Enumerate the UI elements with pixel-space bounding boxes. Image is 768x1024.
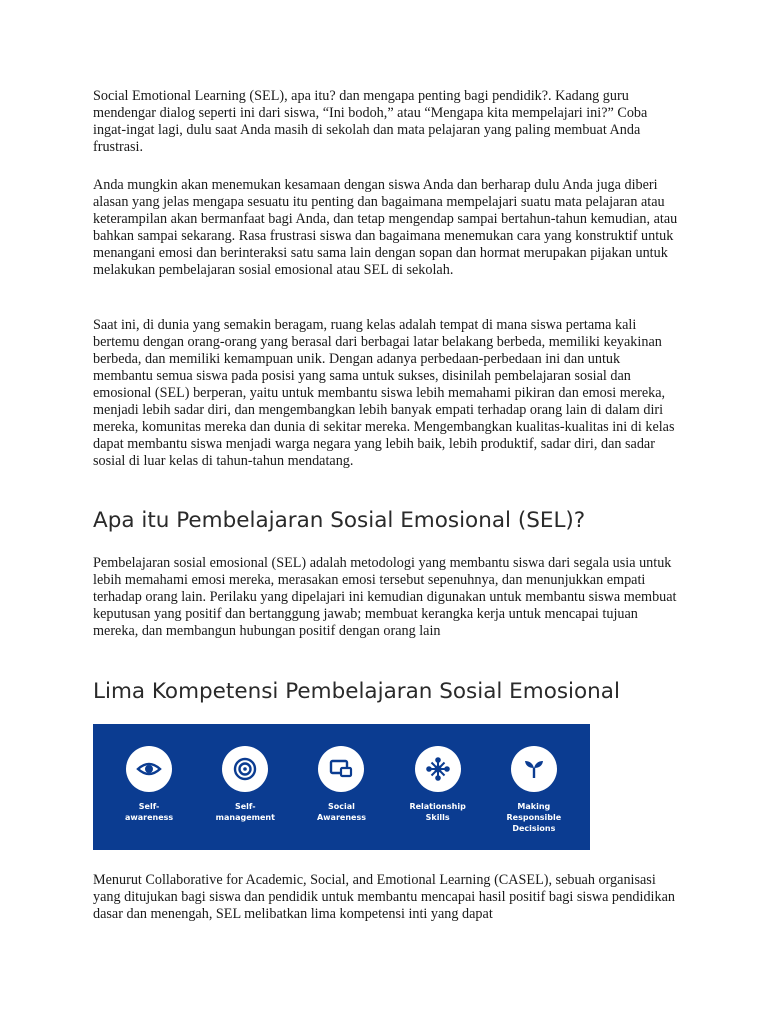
network-icon	[415, 746, 461, 792]
competencies-banner	[93, 724, 590, 850]
screens-icon	[318, 746, 364, 792]
target-icon	[222, 746, 268, 792]
paragraph-2: Anda mungkin akan menemukan kesamaan dengan siswa Anda dan berharap dulu Anda juga diberi alasan yang jelas mengapa sesuatu itu penting dan bagaimana mempelajari suatu mata pelajaran atau keterampilan akan bermanfaat bagi Anda, dan tetap mengendap sampai bertahun-tahun kemudian, atau bahkan sampai sekarang. Rasa frustrasi siswa dan bagaimana menemukan cara yang konstruktif untuk menangani emosi dan berinteraksi satu sama lain dengan sopan dan hormat merupakan pijakan untuk melakukan pembelajaran sosial emosional atau SEL di sekolah.	[93, 177, 678, 278]
competency-responsible-decisions	[489, 746, 579, 834]
competency-label: Self- management	[215, 802, 275, 822]
competency-social-awareness	[296, 746, 386, 823]
paragraph-3: Saat ini, di dunia yang semakin beragam, ruang kelas adalah tempat di mana siswa pertama kali bertemu dengan orang-orang yang berasal dari berbagai latar belakang berbeda, memiliki keyakinan berbeda, dan memiliki kemampuan unik. Dengan adanya perbedaan-perbedaan ini dan untuk membantu semua siswa pada posisi yang sama untuk sukses, disinilah pembelajaran sosial dan emosional (SEL) berperan, yaitu untuk membantu siswa lebih memahami pikiran dan emosi mereka, menjadi lebih sadar diri, dan mengembangkan lebih banyak empati terhadap orang lain di dalam diri mereka, komunitas mereka dan dunia di sekitar mereka. Mengembangkan kualitas-kualitas ini di kelas dapat membantu siswa menjadi warga negara yang lebih baik, lebih produktif, sadar diri, dan sadar sosial di luar kelas di tahun-tahun mendatang.	[93, 317, 675, 469]
eye-icon	[126, 746, 172, 792]
heading-five-competencies: Lima Kompetensi Pembelajaran Sosial Emosional	[93, 679, 620, 704]
competency-self-awareness	[104, 746, 194, 823]
competency-relationship-skills	[393, 746, 483, 823]
heading-what-is-sel: Apa itu Pembelajaran Sosial Emosional (SEL)?	[93, 508, 586, 533]
paragraph-4: Pembelajaran sosial emosional (SEL) adalah metodologi yang membantu siswa dari segala usia untuk lebih memahami emosi mereka, merasakan emosi tersebut sepenuhnya, dan menunjukkan empati terhadap orang lain. Perilaku yang dipelajari ini kemudian digunakan untuk membantu siswa membuat keputusan yang positif dan bertanggung jawab; membuat kerangka kerja untuk mencapai tujuan mereka, dan membangun hubungan positif dengan orang lain	[93, 555, 677, 639]
sprout-icon	[511, 746, 557, 792]
competency-label: Relationship Skills	[409, 802, 466, 822]
competency-label: Self- awareness	[124, 802, 174, 822]
competency-label: Social Awareness	[316, 802, 366, 822]
intro-paragraph: Social Emotional Learning (SEL), apa itu? dan mengapa penting bagi pendidik?. Kadang guru mendengar dialog seperti ini dari siswa, “Ini bodoh,” atau “Mengapa kita mempelajari ini?” Coba ingat-ingat lagi, dulu saat Anda masih di sekolah dan mata pelajaran yang paling membuat Anda frustrasi.	[93, 88, 648, 155]
paragraph-5: Menurut Collaborative for Academic, Social, and Emotional Learning (CASEL), sebuah organisasi yang ditujukan bagi siswa dan pendidik untuk membantu mencapai hasil positif bagi siswa pendidikan dasar dan menengah, SEL melibatkan lima kompetensi inti yang dapat	[93, 872, 675, 922]
competency-label: Making Responsible Decisions	[506, 802, 562, 833]
competency-self-management	[200, 746, 290, 823]
